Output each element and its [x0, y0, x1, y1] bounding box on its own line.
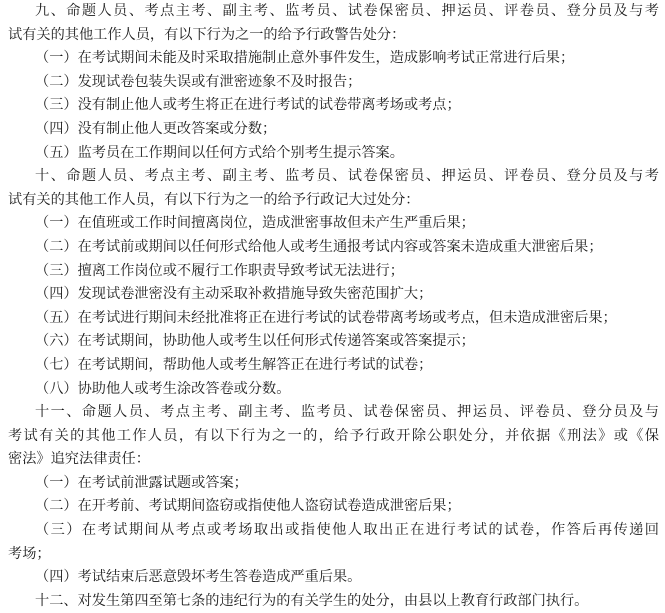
list-item: （七）在考试期间，帮助他人或考生解答正在进行考试的试卷；	[35, 356, 433, 373]
list-item: （二）发现试卷包装失误或有泄密迹象不及时报告；	[35, 73, 362, 90]
list-item: （一）在值班或工作时间擅离岗位，造成泄密事故但未产生严重后果；	[35, 215, 475, 232]
section-heading-line: 十二、对发生第四至第七条的违纪行为的有关学生的处分，由县以上教育行政部门执行。	[35, 592, 589, 609]
section-heading-line: 考试有关的其他工作人员，有以下行为之一的，给予行政开除公职处分，并依据《刑法》或《保	[8, 427, 659, 444]
list-item: （二）在考试前或期间以任何形式给他人或考生通报考试内容或答案未造成重大泄密后果；	[35, 238, 603, 255]
list-item: （三）没有制止他人或考生将正在进行考试的试卷带离考场或考点；	[35, 97, 461, 114]
list-item: （三）在考试期间从考点或考场取出或指使他人取出正在进行考试的试卷，作答后再传递回	[35, 522, 659, 539]
section-9	[8, 0, 659, 165]
list-item: （四）考试结束后恶意毁坏考生答卷造成严重后果。	[35, 569, 362, 586]
list-item: （一）在考试前泄露试题或答案；	[35, 474, 248, 491]
list-item: （六）在考试期间，协助他人或考生以任何形式传递答案或答案提示；	[35, 333, 475, 350]
section-10	[8, 165, 659, 401]
list-item: （八）协助他人或考生涂改答卷或分数。	[35, 380, 291, 397]
list-item: （三）擅离工作岗位或不履行工作职责导致考试无法进行；	[35, 262, 404, 279]
list-item: （四）没有制止他人更改答案或分数；	[35, 120, 277, 137]
section-heading-line: 密法》追究法律责任：	[8, 451, 150, 468]
section-12	[8, 590, 659, 613]
section-heading-line: 十、命题人员、考点主考、副主考、监考员、试卷保密员、押运员、评卷员、登分员及与考	[35, 168, 659, 185]
list-item: （一）在考试期间未能及时采取措施制止意外事件发生，造成影响考试正常进行后果；	[35, 50, 575, 67]
section-heading-line: 试有关的其他工作人员，有以下行为之一的给予行政记大过处分：	[8, 191, 420, 208]
list-item: （二）在开考前、考试期间盗窃或指使他人盗窃试卷造成泄密后果；	[35, 498, 461, 515]
list-item: （五）监考员在工作期间以任何方式给个别考生提示答案。	[35, 144, 404, 161]
list-item-continuation: 考场；	[8, 545, 51, 562]
section-11	[8, 401, 659, 590]
list-item: （五）在考试进行期间未经批准将正在进行考试的试卷带离考场或考点，但未造成泄密后果；	[35, 309, 617, 326]
section-heading-line: 九、命题人员、考点主考、副主考、监考员、试卷保密员、押运员、评卷员、登分员及与考	[35, 3, 659, 19]
section-heading-line: 十一、命题人员、考点主考、副主考、监考员、试卷保密员、押运员、评卷员、登分员及与	[35, 404, 659, 421]
section-heading-line: 试有关的其他工作人员，有以下行为之一的给予行政警告处分：	[8, 26, 406, 43]
list-item: （四）发现试卷泄密没有主动采取补救措施导致失密范围扩大；	[35, 286, 433, 303]
